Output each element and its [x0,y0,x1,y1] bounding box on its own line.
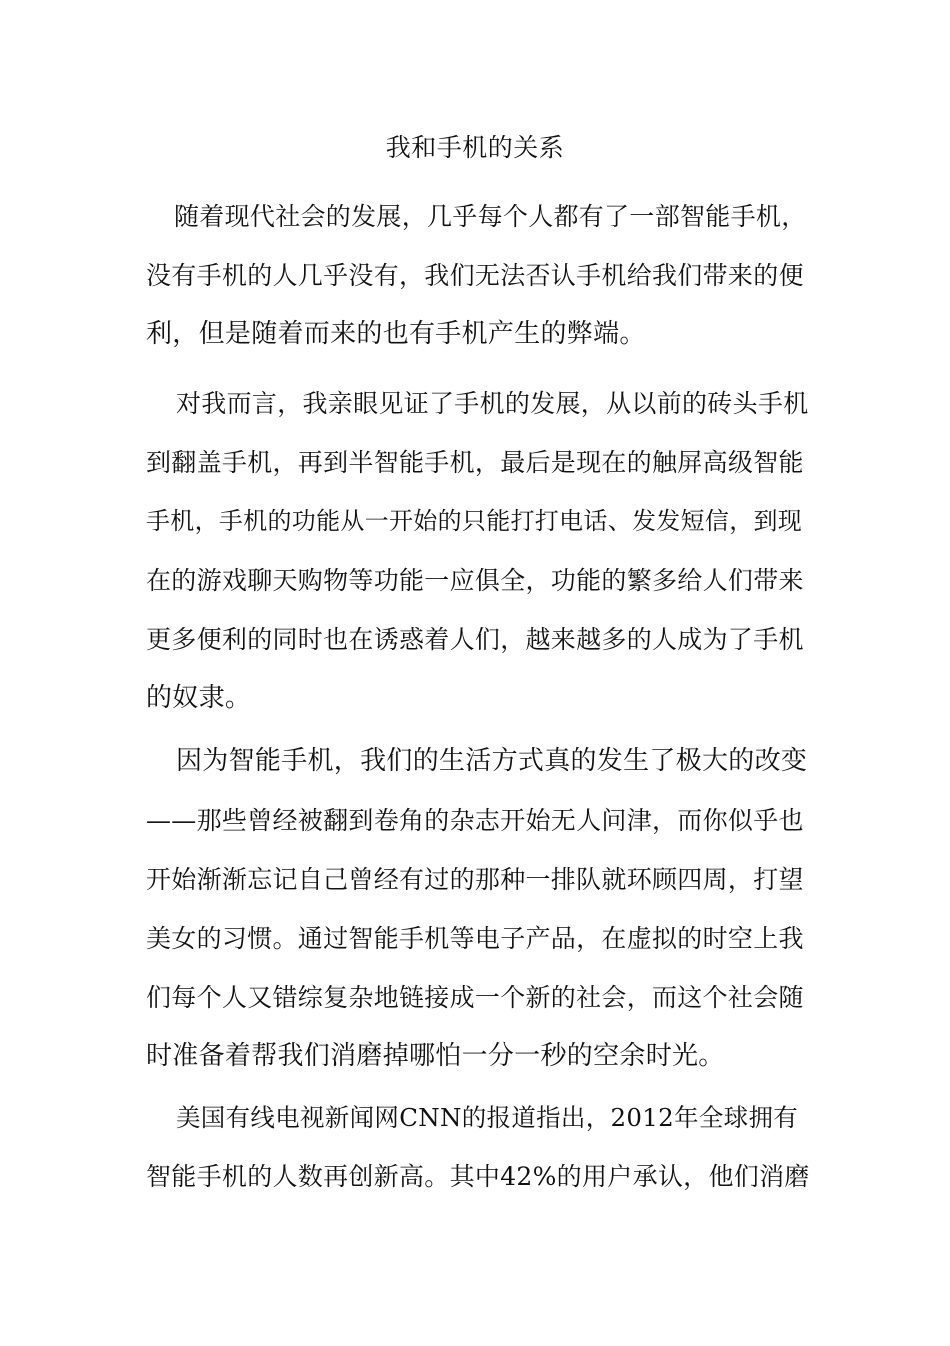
paragraph-line: 开始渐渐忘记自己曾经有过的那种一排队就环顾四周，打望 [146,865,804,894]
paragraph-line: 手机，手机的功能从一开始的只能打打电话、发发短信，到现 [146,507,803,535]
document-title: 我和手机的关系 [385,133,565,162]
paragraph-4 [146,1088,810,1206]
paragraph-line: 利，但是随着而来的也有手机产生的弊端。 [146,319,646,349]
paragraph-line: 到翻盖手机，再到半智能手机，最后是现在的触屏高级智能 [146,448,804,477]
paragraph-line: 美国有线电视新闻网CNN的报道指出，2012年全球拥有 [176,1103,799,1132]
paragraph-line: 的奴隶。 [146,683,252,713]
paragraph-2 [146,374,810,728]
paragraph-line: 因为智能手机，我们的生活方式真的发生了极大的改变 [176,746,808,776]
paragraph-line: 没有手机的人几乎没有，我们无法否认手机给我们带来的便 [146,261,804,290]
paragraph-1 [146,187,810,364]
paragraph-line: 美女的习惯。通过智能手机等电子产品，在虚拟的时空上我 [146,924,804,953]
paragraph-line: 更多便利的同时也在诱惑着人们，越来越多的人成为了手机 [146,625,804,654]
paragraph-line: 智能手机的人数再创新高。其中42%的用户承认，他们消磨 [146,1162,810,1191]
paragraph-line: 随着现代社会的发展，几乎每个人都有了一部智能手机， [174,202,807,231]
paragraph-line: 时准备着帮我们消磨掉哪怕一分一秒的空余时光。 [146,1041,725,1071]
paragraph-line: 在的游戏聊天购物等功能一应俱全，功能的繁多给人们带来 [146,566,804,595]
paragraph-line: ——那些曾经被翻到卷角的杂志开始无人问津，而你似乎也 [146,806,804,835]
paragraph-line: 对我而言，我亲眼见证了手机的发展，从以前的砖头手机 [176,389,809,418]
paragraph-line: 们每个人又错综复杂地链接成一个新的社会，而这个社会随 [146,983,804,1012]
paragraph-3 [146,732,810,1086]
